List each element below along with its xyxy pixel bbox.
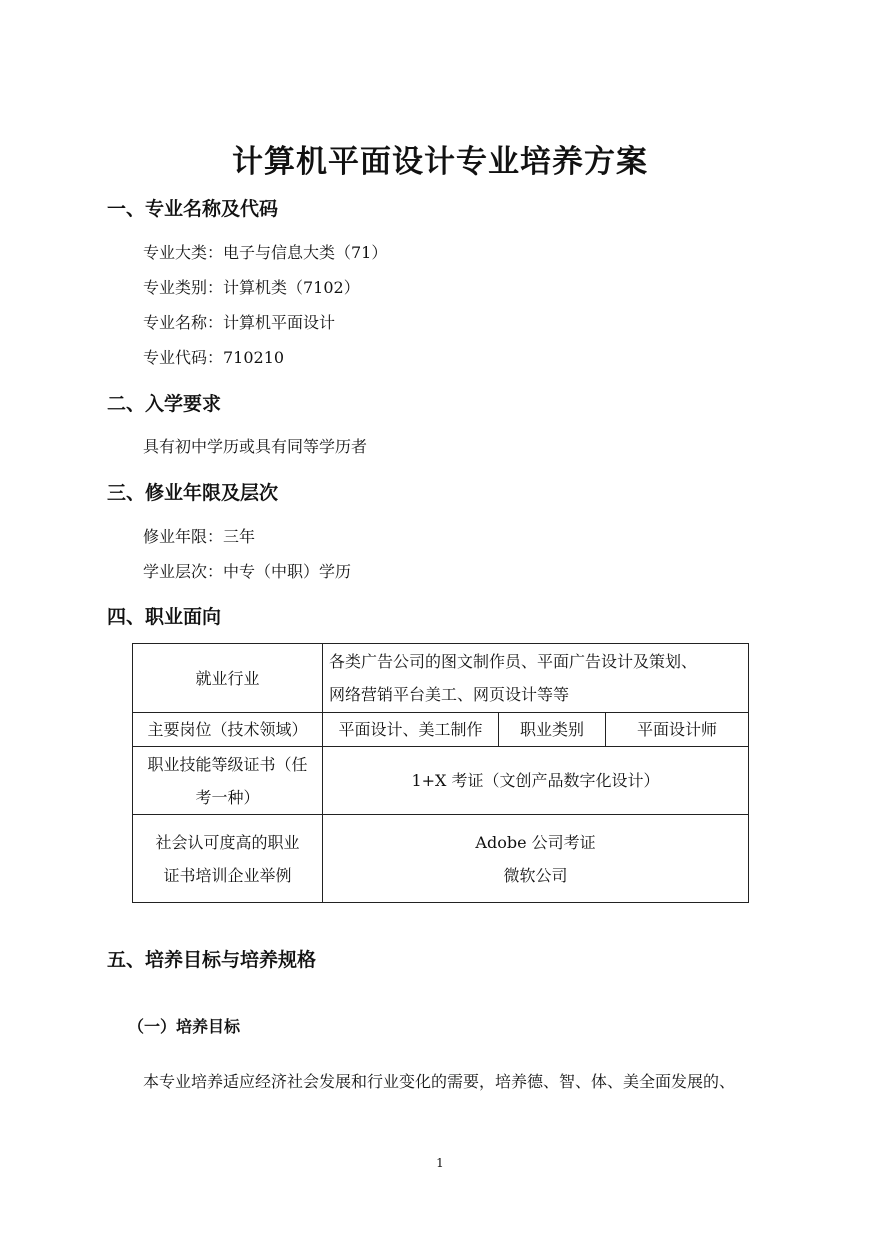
- social-cert-label-line: 社会认可度高的职业: [155, 832, 300, 852]
- position-value-cell: [323, 713, 499, 747]
- certificate-value-cell: [323, 747, 749, 815]
- certificate-label-line: 考一种）: [195, 787, 260, 807]
- certificate-label-cell: [133, 747, 323, 815]
- position-label: 主要岗位（技术领域）: [147, 720, 308, 739]
- social-cert-label-line: 证书培训企业举例: [163, 865, 292, 885]
- career-orientation-table: [132, 643, 749, 903]
- admission-requirement-text: 具有初中学历或具有同等学历者: [143, 437, 368, 456]
- category-value: 平面设计师: [637, 720, 718, 739]
- study-level-line: 学业层次：中专（中职）学历: [143, 562, 352, 581]
- social-cert-value-cell: [323, 815, 749, 903]
- table-row: [133, 713, 749, 747]
- industry-value-line: 网络营销平台美工、网页设计等等: [329, 685, 570, 704]
- section-heading-major-name: 一、专业名称及代码: [107, 198, 279, 220]
- section-heading-career: 四、职业面向: [107, 606, 222, 628]
- category-label-cell: [499, 713, 606, 747]
- certificate-label-line: 职业技能等级证书（任: [147, 754, 308, 774]
- social-cert-label-cell: [133, 815, 323, 903]
- table-row: [133, 815, 749, 903]
- training-objective-text: 本专业培养适应经济社会发展和行业变化的需要，培养德、智、体、美全面发展的、: [143, 1072, 736, 1091]
- social-cert-value-line: Adobe 公司考证: [475, 832, 596, 852]
- page-number: 1: [436, 1156, 444, 1170]
- table-row: [133, 644, 749, 713]
- major-code-line: 专业代码：710210: [143, 348, 285, 367]
- major-category-line: 专业大类：电子与信息大类（71）: [143, 243, 388, 262]
- table-row: [133, 747, 749, 815]
- major-name-line: 专业名称：计算机平面设计: [143, 313, 336, 332]
- certificate-value: 1+X 考证（文创产品数字化设计）: [411, 771, 660, 790]
- document-title: 计算机平面设计专业培养方案: [232, 144, 648, 180]
- position-value: 平面设计、美工制作: [338, 720, 483, 739]
- category-value-cell: [606, 713, 749, 747]
- subsection-heading-training-objective: （一）培养目标: [128, 1017, 241, 1036]
- section-heading-duration: 三、修业年限及层次: [107, 482, 279, 504]
- section-heading-admission: 二、入学要求: [107, 393, 222, 415]
- industry-label-cell: [133, 644, 323, 713]
- position-label-cell: [133, 713, 323, 747]
- industry-value-line: 各类广告公司的图文制作员、平面广告设计及策划、: [329, 652, 698, 671]
- industry-value-cell: [323, 644, 749, 713]
- major-class-line: 专业类别：计算机类（7102）: [143, 278, 360, 297]
- industry-label: 就业行业: [195, 668, 260, 688]
- section-heading-training-goals: 五、培养目标与培养规格: [107, 949, 317, 971]
- study-duration-line: 修业年限：三年: [143, 527, 256, 546]
- social-cert-value-line: 微软公司: [503, 865, 568, 885]
- category-label: 职业类别: [519, 720, 584, 739]
